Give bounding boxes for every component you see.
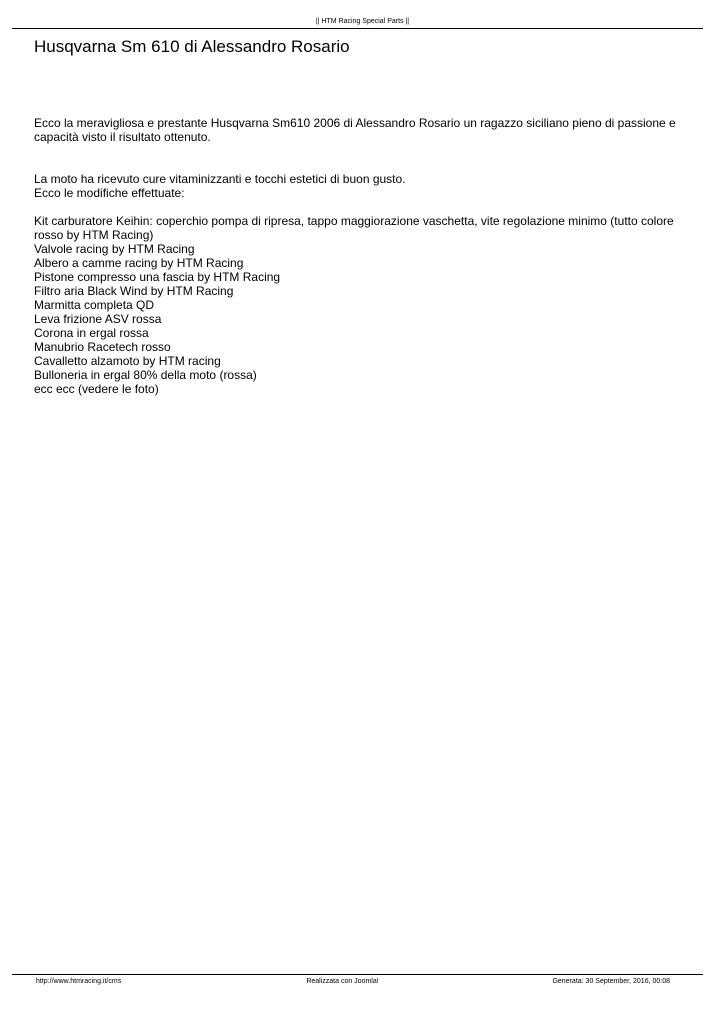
modifications-intro: Ecco le modifiche effettuate:: [34, 186, 185, 200]
article-title: Husqvarna Sm 610 di Alessandro Rosario: [34, 37, 350, 56]
footer-url: http://www.htmracing.it/cms: [36, 978, 122, 985]
modification-item: Pistone compresso una fascia by HTM Racing: [34, 270, 281, 284]
article-intro: Ecco la meravigliosa e prestante Husqvarna Sm610 2006 di Alessandro Rosario un ragazzo siciliano pieno di passione e capacità visto il risultato ottenuto.: [34, 116, 676, 144]
modification-item: Bulloneria in ergal 80% della moto (rossa): [34, 368, 257, 382]
modification-item: Cavalletto alzamoto by HTM racing: [34, 354, 221, 368]
header-divider: [12, 28, 703, 29]
modification-item: Kit carburatore Keihin: coperchio pompa di ripresa, tappo maggiorazione vaschetta, vite regolazione minimo (tutto colore rosso by HTM Racing): [34, 214, 674, 242]
footer-generated-date: Generata: 30 September, 2016, 00:08: [552, 978, 670, 985]
modifications-list: [34, 214, 694, 396]
modification-item: Filtro aria Black Wind by HTM Racing: [34, 284, 234, 298]
modification-item: Leva frizione ASV rossa: [34, 312, 162, 326]
modification-item: ecc ecc (vedere le foto): [34, 382, 159, 396]
modification-item: Corona in ergal rossa: [34, 326, 149, 340]
footer-divider: [12, 974, 703, 975]
site-header: || HTM Racing Special Parts ||: [315, 18, 410, 25]
paragraph-spacer: [34, 200, 694, 214]
care-paragraph: La moto ha ricevuto cure vitaminizzanti e tocchi estetici di buon gusto.: [34, 172, 406, 186]
paragraph-spacer: [34, 144, 694, 172]
footer-credit: Realizzata con Joomla!: [306, 978, 379, 985]
article-body: [34, 116, 694, 396]
modification-item: Valvole racing by HTM Racing: [34, 242, 195, 256]
modification-item: Marmitta completa QD: [34, 298, 155, 312]
modification-item: Albero a camme racing by HTM Racing: [34, 256, 244, 270]
modification-item: Manubrio Racetech rosso: [34, 340, 171, 354]
